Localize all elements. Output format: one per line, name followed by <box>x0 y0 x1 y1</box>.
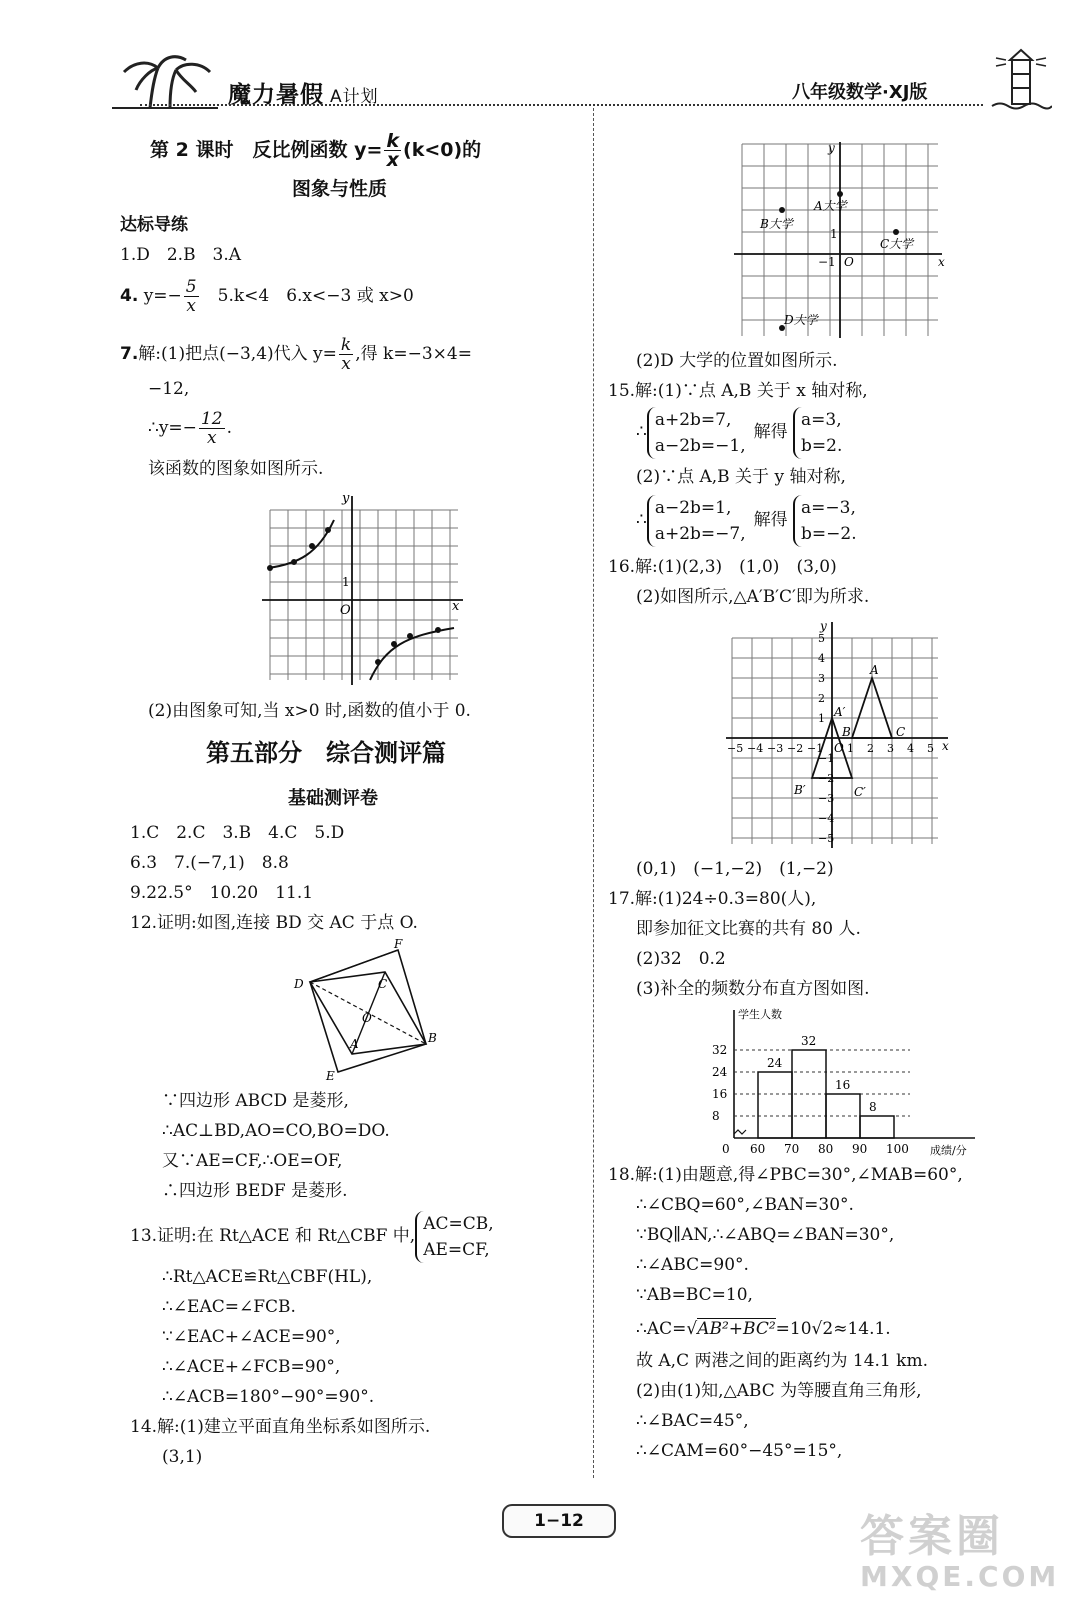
r-17: 17.解:(1)24÷0.3=80(人), <box>608 889 817 909</box>
g3-A: A <box>870 663 879 677</box>
hist-xtick: 0 <box>722 1142 730 1156</box>
b-12-4: ∴四边形 BEDF 是菱形. <box>162 1181 348 1201</box>
g3-ytick: 3 <box>818 672 825 685</box>
section-title: 第 2 课时 反比例函数 y= $\frac{k}{x}$ (k<0)的 <box>150 130 482 171</box>
r-18-9: ∴∠CAM=60°−45°=15°, <box>636 1441 843 1461</box>
r-1: (2)D 大学的位置如图所示. <box>636 351 838 371</box>
ans-4-6: 4. y=− $\frac{5}{x}$ 5.k<4 6.x<−3 或 x>0 <box>120 277 414 316</box>
g3-ytick: 1 <box>818 712 825 725</box>
rhombus-figure <box>290 936 450 1082</box>
r-18: 18.解:(1)由题意,得∠PBC=30°,∠MAB=60°, <box>608 1165 963 1185</box>
ans-7-3: ∴y=− $\frac{12}{x}$ . <box>148 409 232 448</box>
g1-tick-1: 1 <box>342 575 350 589</box>
g3-B2: B′ <box>794 783 806 797</box>
hist-xtick: 100 <box>886 1142 909 1156</box>
g2-y: y <box>828 141 835 155</box>
hyperbola-graph <box>258 490 468 690</box>
g3-xtick: 4 <box>907 742 914 755</box>
page-number: 1−12 <box>502 1504 616 1538</box>
r-15-3: ∴ a−2b=1, a+2b=−7, 解得 a=−3, b=−2. <box>636 492 865 548</box>
g2-O: O <box>844 255 854 269</box>
ans-7-5: (2)由图象可知,当 x>0 时,函数的值小于 0. <box>148 701 471 721</box>
rh-A: A <box>350 1037 359 1051</box>
b-14-1: (3,1) <box>162 1447 203 1467</box>
b-13-4: ∴∠ACE+∠FCB=90°, <box>162 1357 341 1377</box>
hist-ytick: 32 <box>712 1043 728 1057</box>
hist-bar-label: 8 <box>869 1100 877 1114</box>
g3-C: C <box>896 725 906 739</box>
section-title-2: 图象与性质 <box>292 178 388 200</box>
b-13-5: ∴∠ACB=180°−90°=90°. <box>162 1387 375 1407</box>
r-15-1: ∴ a+2b=7, a−2b=−1, 解得 a=3, b=2. <box>636 404 850 460</box>
b-6-8: 6.3 7.(−7,1) 8.8 <box>130 853 289 873</box>
basic-title: 基础测评卷 <box>288 788 378 809</box>
g3-C2: C′ <box>854 785 866 799</box>
hist-axis-break <box>734 1130 746 1134</box>
subhead: 达标导练 <box>120 215 188 235</box>
g3-xtick: 3 <box>887 742 894 755</box>
hist-bar-label: 32 <box>801 1034 817 1048</box>
watermark-text: 答案圈 <box>860 1511 1004 1562</box>
r-18-6: 故 A,C 两港之间的距离约为 14.1 km. <box>636 1351 928 1371</box>
r-18-3: ∴∠ABC=90°. <box>636 1255 749 1275</box>
hist-ytick: 16 <box>712 1087 728 1101</box>
rh-E: E <box>326 1069 335 1082</box>
hist-ytick: 24 <box>712 1065 728 1079</box>
hist-bar <box>860 1116 894 1138</box>
r-17-2: (2)32 0.2 <box>636 949 726 969</box>
university-grid <box>730 140 950 340</box>
g3-ytick: 2 <box>818 692 825 705</box>
b-13-2: ∴∠EAC=∠FCB. <box>162 1297 296 1317</box>
r-18-5: ∴AC=√AB²+BC²=10√2≈14.1. <box>636 1319 891 1339</box>
b-13-1: ∴Rt△ACE≌Rt△CBF(HL), <box>162 1267 373 1287</box>
g3-B: B <box>842 725 851 739</box>
r-16: 16.解:(1)(2,3) (1,0) (3,0) <box>608 557 837 577</box>
g3-ytick: 5 <box>818 632 825 645</box>
g3-ytick: −5 <box>818 832 835 845</box>
hist-xtick: 90 <box>852 1142 868 1156</box>
hist-bar-label: 24 <box>767 1056 783 1070</box>
g2-A: A大学 <box>814 199 847 213</box>
g2-1: 1 <box>830 227 838 241</box>
g3-y: y <box>820 619 827 633</box>
rh-B: B <box>428 1031 437 1045</box>
rh-C: C <box>378 977 388 991</box>
g2-D: D大学 <box>784 313 818 327</box>
b-1-5: 1.C 2.C 3.B 4.C 5.D <box>130 823 345 843</box>
g1-origin: O <box>340 603 351 618</box>
g3-xtick: 1 <box>847 742 854 755</box>
r-18-1: ∴∠CBQ=60°,∠BAN=30°. <box>636 1195 854 1215</box>
b-12-1: ∵四边形 ABCD 是菱形, <box>162 1091 349 1111</box>
hist-bar-label: 16 <box>835 1078 851 1092</box>
g3-O: O <box>834 741 844 755</box>
g3-ytick: −3 <box>818 792 835 805</box>
g2-x: x <box>938 255 945 269</box>
b-14: 14.解:(1)建立平面直角坐标系如图所示. <box>130 1417 431 1437</box>
hist-xlabel: 成绩/分 <box>930 1144 967 1157</box>
g3-xtick: −1 <box>807 742 824 755</box>
g3-ytick: −1 <box>818 752 835 765</box>
ans-7-4: 该函数的图象如图所示. <box>148 459 324 479</box>
part5-title: 第五部分 综合测评篇 <box>206 739 446 767</box>
g3-xtick: 5 <box>927 742 934 755</box>
ans-7: 7.解:(1)把点(−3,4)代入 y= $\frac{k}{x}$ ,得 k=−3×4= <box>120 335 472 374</box>
r-18-4: ∵AB=BC=10, <box>636 1285 753 1305</box>
hist-ylabel: 学生人数 <box>738 1008 782 1021</box>
r-18-7: (2)由(1)知,△ABC 为等腰直角三角形, <box>636 1381 922 1401</box>
b-13: 13.证明:在 Rt△ACE 和 Rt△CBF 中, AC=CB, AE=CF, <box>130 1208 502 1264</box>
r-17-3: (3)补全的频数分布直方图如图. <box>636 979 870 999</box>
r-18-2: ∵BQ∥AN,∴∠ABQ=∠BAN=30°, <box>636 1225 895 1245</box>
watermark <box>860 1500 1059 1593</box>
b-12-2: ∴AC⊥BD,AO=CO,BO=DO. <box>162 1121 390 1141</box>
frequency-histogram <box>700 1004 990 1164</box>
g3-ytick: −4 <box>818 812 835 825</box>
header-rule <box>140 104 983 106</box>
watermark-url: MXQE.COM <box>860 1560 1060 1593</box>
ans-7-2: −12, <box>148 379 190 399</box>
column-divider <box>593 108 594 1478</box>
g3-xtick: −4 <box>747 742 764 755</box>
g3-ytick: −2 <box>818 772 835 785</box>
b-13-3: ∵∠EAC+∠ACE=90°, <box>162 1327 341 1347</box>
ans-1-3: 1.D 2.B 3.A <box>120 245 242 265</box>
b-12-3: 又∵AE=CF,∴OE=OF, <box>162 1151 343 1171</box>
g2-m1: −1 <box>818 255 836 269</box>
r-16-2: (0,1) (−1,−2) (1,−2) <box>636 859 834 879</box>
rh-F: F <box>394 937 403 951</box>
lighthouse-icon <box>990 46 1052 112</box>
g3-xtick: −2 <box>787 742 804 755</box>
rh-O: O <box>362 1011 372 1025</box>
g3-xtick: −5 <box>727 742 744 755</box>
triangle-grid <box>724 618 956 850</box>
brand-subtitle: A计划 <box>330 87 379 107</box>
g1-y-label: y <box>342 491 350 506</box>
r-15-2: (2)∵点 A,B 关于 y 轴对称, <box>636 467 846 487</box>
r-15: 15.解:(1)∵点 A,B 关于 x 轴对称, <box>608 381 868 401</box>
g2-C: C大学 <box>880 237 914 251</box>
g1-x-label: x <box>452 599 460 614</box>
g3-A2: A′ <box>834 705 846 719</box>
hist-xtick: 60 <box>750 1142 766 1156</box>
hist-xtick: 70 <box>784 1142 800 1156</box>
g3-xtick: 2 <box>867 742 874 755</box>
hist-xtick: 80 <box>818 1142 834 1156</box>
brand-title: 魔力暑假 A计划 <box>228 82 379 108</box>
b-12: 12.证明:如图,连接 BD 交 AC 于点 O. <box>130 913 418 933</box>
hist-ytick: 8 <box>712 1109 720 1123</box>
hist-bar <box>758 1072 792 1138</box>
g3-ytick: 4 <box>818 652 825 665</box>
r-16-1: (2)如图所示,△A′B′C′即为所求. <box>636 587 870 607</box>
b-9-11: 9.22.5° 10.20 11.1 <box>130 883 314 903</box>
r-17-1: 即参加征文比赛的共有 80 人. <box>636 919 861 939</box>
g2-B: B大学 <box>760 217 793 231</box>
palm-tree-logo-icon <box>110 50 220 110</box>
r-18-8: ∴∠BAC=45°, <box>636 1411 749 1431</box>
rh-D: D <box>294 977 304 991</box>
grade-label: 八年级数学·XJ版 <box>792 82 928 103</box>
g3-x: x <box>942 739 949 753</box>
g3-xtick: −3 <box>767 742 784 755</box>
